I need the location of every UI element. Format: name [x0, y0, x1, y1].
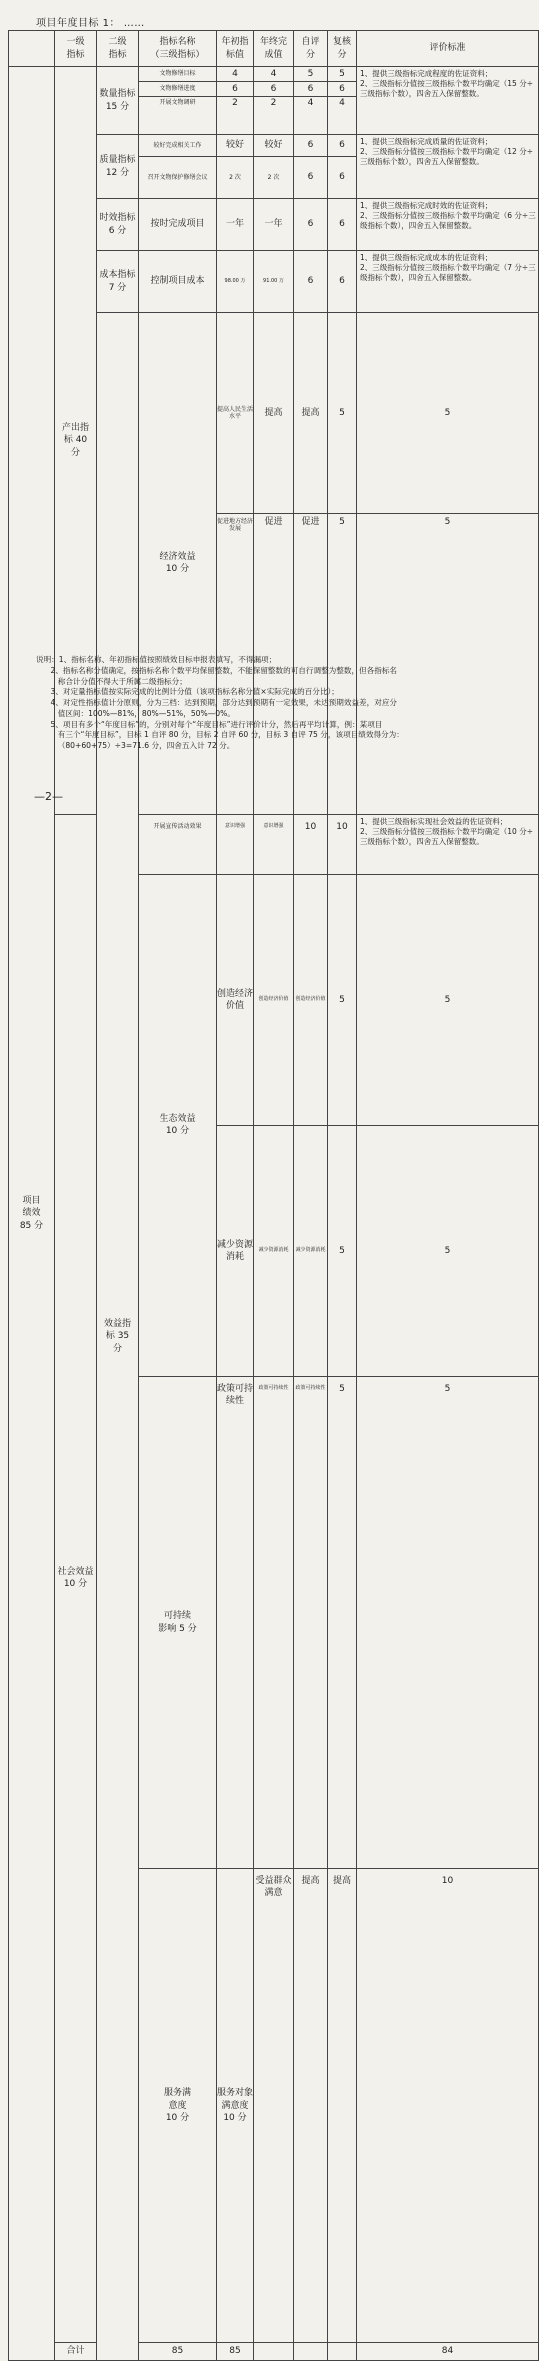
self-score: 6	[294, 135, 328, 157]
self-score: 10	[294, 814, 328, 874]
initial-value: 创造经济价值	[254, 874, 294, 1125]
note-line: 说明：1、指标名称、年初指标值按照绩效目标申报表填写，不得漏项；	[36, 655, 277, 664]
indicator-name: 文物修缮进度	[139, 82, 217, 97]
note-line: （80+60+75）÷3=71.6 分，四舍五入计 72 分。	[36, 741, 235, 751]
review-score: 6	[328, 135, 357, 157]
header-review: 复核 分	[328, 31, 357, 67]
social-label: 社会效益 10 分	[55, 814, 97, 2342]
final-value: 促进	[294, 513, 328, 814]
note-line: 5、项目有多个“年度目标”的，分别对每个“年度目标”进行评价计分，然后再平均计算，例：某项目	[36, 719, 383, 729]
total-blank	[254, 2343, 294, 2361]
final-value: 2 次	[254, 157, 294, 199]
review-score: 6	[328, 199, 357, 251]
self-score: 6	[294, 157, 328, 199]
header-blank	[9, 31, 55, 67]
note-line: 3、对定量指标值按实际完成的比例计分值（该项指标名称分值×实际完成的百分比）；	[36, 687, 339, 697]
header-self: 自评 分	[294, 31, 328, 67]
table-row	[9, 67, 539, 82]
page-number: —2—	[34, 790, 63, 803]
self-score: 6	[294, 251, 328, 313]
indicator-name: 文物修缮目标	[139, 67, 217, 82]
project-cell: 项目 绩效 85 分	[9, 67, 55, 2361]
initial-value: 政策可持续性	[254, 1376, 294, 1869]
final-value: 91.00 万	[254, 251, 294, 313]
review-score: 5	[357, 874, 539, 1125]
output-group: 产出指 标 40 分	[55, 67, 97, 815]
indicator-name: 控制项目成本	[139, 251, 217, 313]
review-score: 6	[328, 82, 357, 97]
quantity-standard: 1、提供三级指标完成程度的佐证资料； 2、三级指标分值按三级指标个数平均确定（15 分÷三级指标个数），四舍五入保留整数。	[357, 67, 539, 135]
benefit-group: 效益指 标 35 分	[97, 313, 139, 2361]
final-value: 2	[254, 97, 294, 135]
timeliness-standard: 1、提供三级指标完成时效的佐证资料； 2、三级指标分值按三级指标个数平均确定（6 分÷三级指标个数），四舍五入保留整数。	[357, 199, 539, 251]
header-standard: 评价标准	[357, 31, 539, 67]
cost-standard: 1、提供三级指标完成成本的佐证资料； 2、三级指标分值按三级指标个数平均确定（7 分÷三级指标个数），四舍五入保留整数。	[357, 251, 539, 313]
social-standard: 1、提供三级指标实现社会效益的佐证资料； 2、三级指标分值按三级指标个数平均确定（10 分÷三级指标个数），四舍五入保留整数。	[357, 814, 539, 874]
final-value: 6	[254, 82, 294, 97]
total-level2: 85	[217, 2343, 254, 2361]
quality-label: 质量指标 12 分	[97, 135, 139, 199]
indicator-name: 创造经济价值	[217, 874, 254, 1125]
review-score: 5	[328, 67, 357, 82]
total-label: 合计	[55, 2343, 97, 2361]
review-score: 4	[328, 97, 357, 135]
indicator-name: 提高人民生活水平	[217, 313, 254, 514]
self-score: 5	[328, 313, 357, 514]
performance-table	[8, 30, 539, 2361]
cost-label: 成本指标 7 分	[97, 251, 139, 313]
self-score: 5	[328, 1376, 357, 1869]
note-line: 称合计分值不得大于所属二级指标分；	[36, 676, 187, 686]
note-line: 2、指标名称分值确定，按指标名称个数平均保留整数，不能保留整数的可自行调整为整数，但各指标名	[36, 665, 398, 675]
total-blank	[294, 2343, 328, 2361]
initial-value: 2	[217, 97, 254, 135]
self-score: 5	[328, 513, 357, 814]
initial-value: 2 次	[217, 157, 254, 199]
review-score: 5	[357, 513, 539, 814]
initial-value: 6	[217, 82, 254, 97]
page-title: 项目年度目标 1： ……	[36, 18, 145, 29]
indicator-name: 受益群众满意	[254, 1869, 294, 2343]
economic-label: 经济效益 10 分	[139, 313, 217, 815]
initial-value: 较好	[217, 135, 254, 157]
review-score: 5	[357, 1125, 539, 1376]
timeliness-label: 时效指标 6 分	[97, 199, 139, 251]
initial-value: 98.00 万	[217, 251, 254, 313]
quality-standard: 1、提供三级指标完成质量的佐证资料； 2、三级指标分值按三级指标个数平均确定（12 分÷三级指标个数），四舍五入保留整数。	[357, 135, 539, 199]
initial-value: 4	[217, 67, 254, 82]
service-label: 服务对象 满意度 10 分	[217, 1869, 254, 2343]
final-value: 较好	[254, 135, 294, 157]
initial-value: 提高	[294, 1869, 328, 2343]
header-level2: 二级 指标	[97, 31, 139, 67]
final-value: 创造经济价值	[294, 874, 328, 1125]
final-value: 政策可持续性	[294, 1376, 328, 1869]
quantity-label: 数量指标 15 分	[97, 67, 139, 135]
indicator-name: 较好完成相关工作	[139, 135, 217, 157]
initial-value: 一年	[217, 199, 254, 251]
header-row	[9, 31, 539, 67]
indicator-name: 减少资源消耗	[217, 1125, 254, 1376]
initial-value: 促进	[254, 513, 294, 814]
initial-value: 减少资源消耗	[254, 1125, 294, 1376]
final-value: 提高	[294, 313, 328, 514]
initial-value: 提高	[254, 313, 294, 514]
final-value: 4	[254, 67, 294, 82]
indicator-name: 召开文物保护修缮会议	[139, 157, 217, 199]
final-value: 减少资源消耗	[294, 1125, 328, 1376]
satisfaction-group: 服务满 意度 10 分	[139, 1869, 217, 2343]
final-value: 意识增强	[254, 814, 294, 874]
sustainable-label: 可持续 影响 5 分	[139, 1376, 217, 1869]
self-score: 6	[294, 199, 328, 251]
final-value: 一年	[254, 199, 294, 251]
note-line: 有三个“年度目标”，目标 1 自评 80 分，目标 2 自评 60 分，目标 3 自评 75 分，该项目绩效得分为：	[36, 730, 404, 740]
total-level1: 85	[139, 2343, 217, 2361]
indicator-name: 开展文物调研	[139, 97, 217, 135]
header-initial: 年初指 标值	[217, 31, 254, 67]
self-score: 6	[294, 82, 328, 97]
self-score: 5	[328, 874, 357, 1125]
review-score: 6	[328, 157, 357, 199]
note-line: 4、对定性指标值计分原则，分为三档：达到预期，部分达到预期有一定效果，未达预期效益差，对应分	[36, 698, 398, 708]
header-final: 年终完 成值	[254, 31, 294, 67]
initial-value: 意识增强	[217, 814, 254, 874]
ecological-label: 生态效益 10 分	[139, 874, 217, 1376]
notes	[36, 655, 526, 752]
total-self: 84	[357, 2343, 539, 2361]
review-score: 10	[328, 814, 357, 874]
self-score: 5	[328, 1125, 357, 1376]
header-level1: 一级 指标	[55, 31, 97, 67]
indicator-name: 政策可持续性	[217, 1376, 254, 1869]
self-score: 5	[294, 67, 328, 82]
indicator-name: 开展宣传活动效果	[139, 814, 217, 874]
note-line: 值区间：100%—81%，80%—51%，50%—0%。	[36, 708, 235, 718]
self-score: 10	[357, 1869, 539, 2343]
indicator-name: 促进地方经济发展	[217, 513, 254, 814]
table-row	[9, 814, 539, 874]
review-score: 6	[328, 251, 357, 313]
review-score: 5	[357, 313, 539, 514]
final-value: 提高	[328, 1869, 357, 2343]
header-name: 指标名称 （三级指标）	[139, 31, 217, 67]
total-blank	[328, 2343, 357, 2361]
indicator-name: 按时完成项目	[139, 199, 217, 251]
review-score: 5	[357, 1376, 539, 1869]
total-row	[9, 2343, 539, 2361]
self-score: 4	[294, 97, 328, 135]
